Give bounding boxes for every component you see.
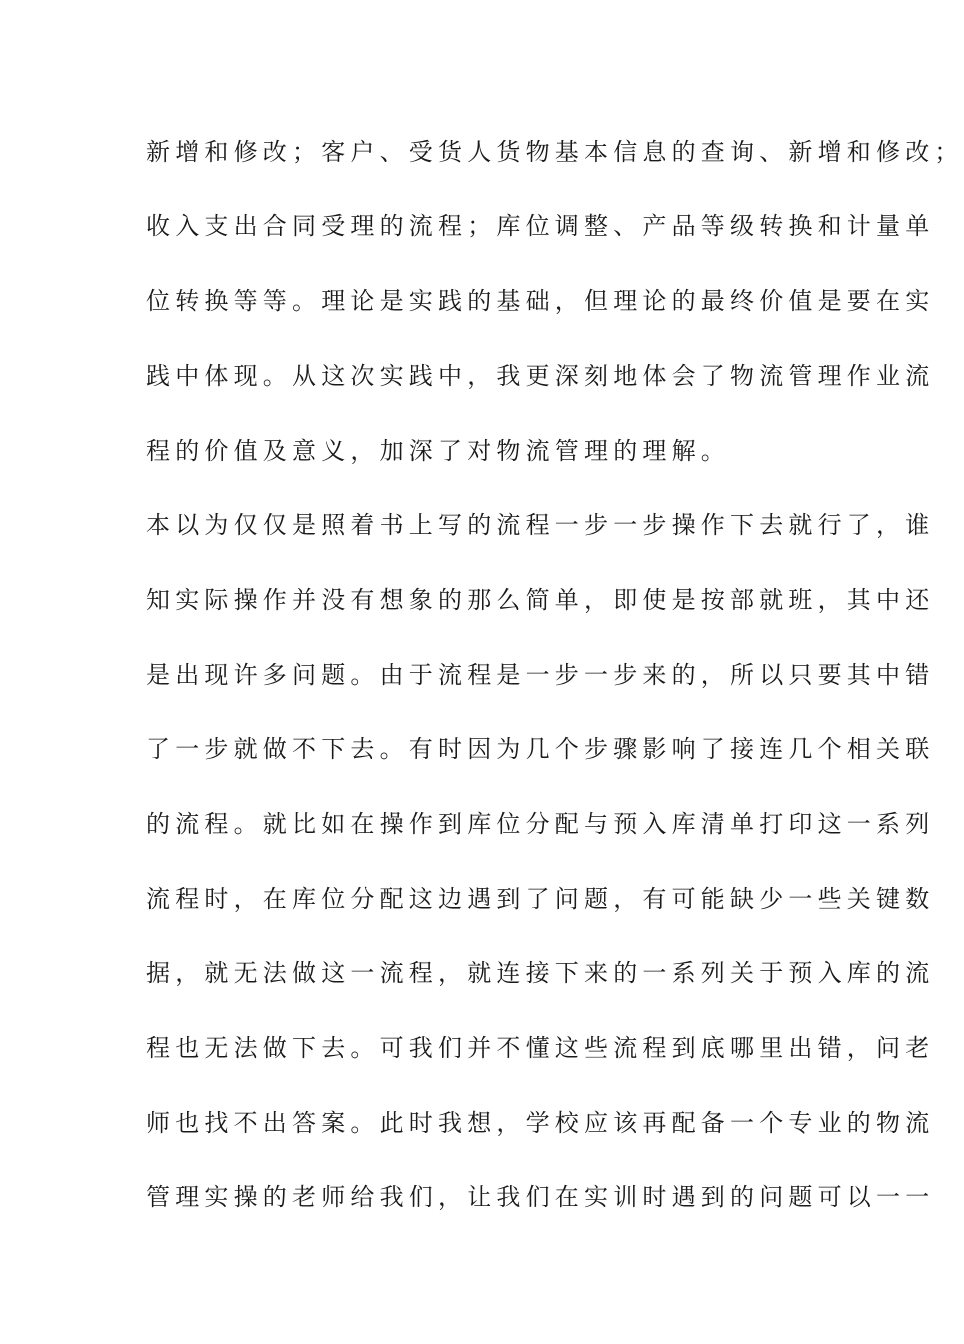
text-line: 本以为仅仅是照着书上写的流程一步一步操作下去就行了，谁 xyxy=(146,511,935,539)
text-line: 收入支出合同受理的流程；库位调整、产品等级转换和计量单 xyxy=(146,212,935,240)
text-line: 新增和修改；客户、受货人货物基本信息的查询、新增和修改； xyxy=(146,138,964,166)
text-line: 了一步就做不下去。有时因为几个步骤影响了接连几个相关联 xyxy=(146,735,935,763)
text-line: 位转换等等。理论是实践的基础，但理论的最终价值是要在实 xyxy=(146,287,935,315)
text-line: 据，就无法做这一流程，就连接下来的一系列关于预入库的流 xyxy=(146,959,935,987)
text-line: 管理实操的老师给我们，让我们在实训时遇到的问题可以一一 xyxy=(146,1183,935,1211)
text-line: 践中体现。从这次实践中，我更深刻地体会了物流管理作业流 xyxy=(146,362,935,390)
text-line: 知实际操作并没有想象的那么简单，即使是按部就班，其中还 xyxy=(146,586,935,614)
text-line: 的流程。就比如在操作到库位分配与预入库清单打印这一系列 xyxy=(146,810,935,838)
text-line: 是出现许多问题。由于流程是一步一步来的，所以只要其中错 xyxy=(146,661,935,689)
text-line: 程也无法做下去。可我们并不懂这些流程到底哪里出错，问老 xyxy=(146,1034,935,1062)
text-line: 师也找不出答案。此时我想，学校应该再配备一个专业的物流 xyxy=(146,1109,935,1137)
text-line: 流程时，在库位分配这边遇到了问题，有可能缺少一些关键数 xyxy=(146,885,935,913)
text-line: 程的价值及意义，加深了对物流管理的理解。 xyxy=(146,437,730,465)
